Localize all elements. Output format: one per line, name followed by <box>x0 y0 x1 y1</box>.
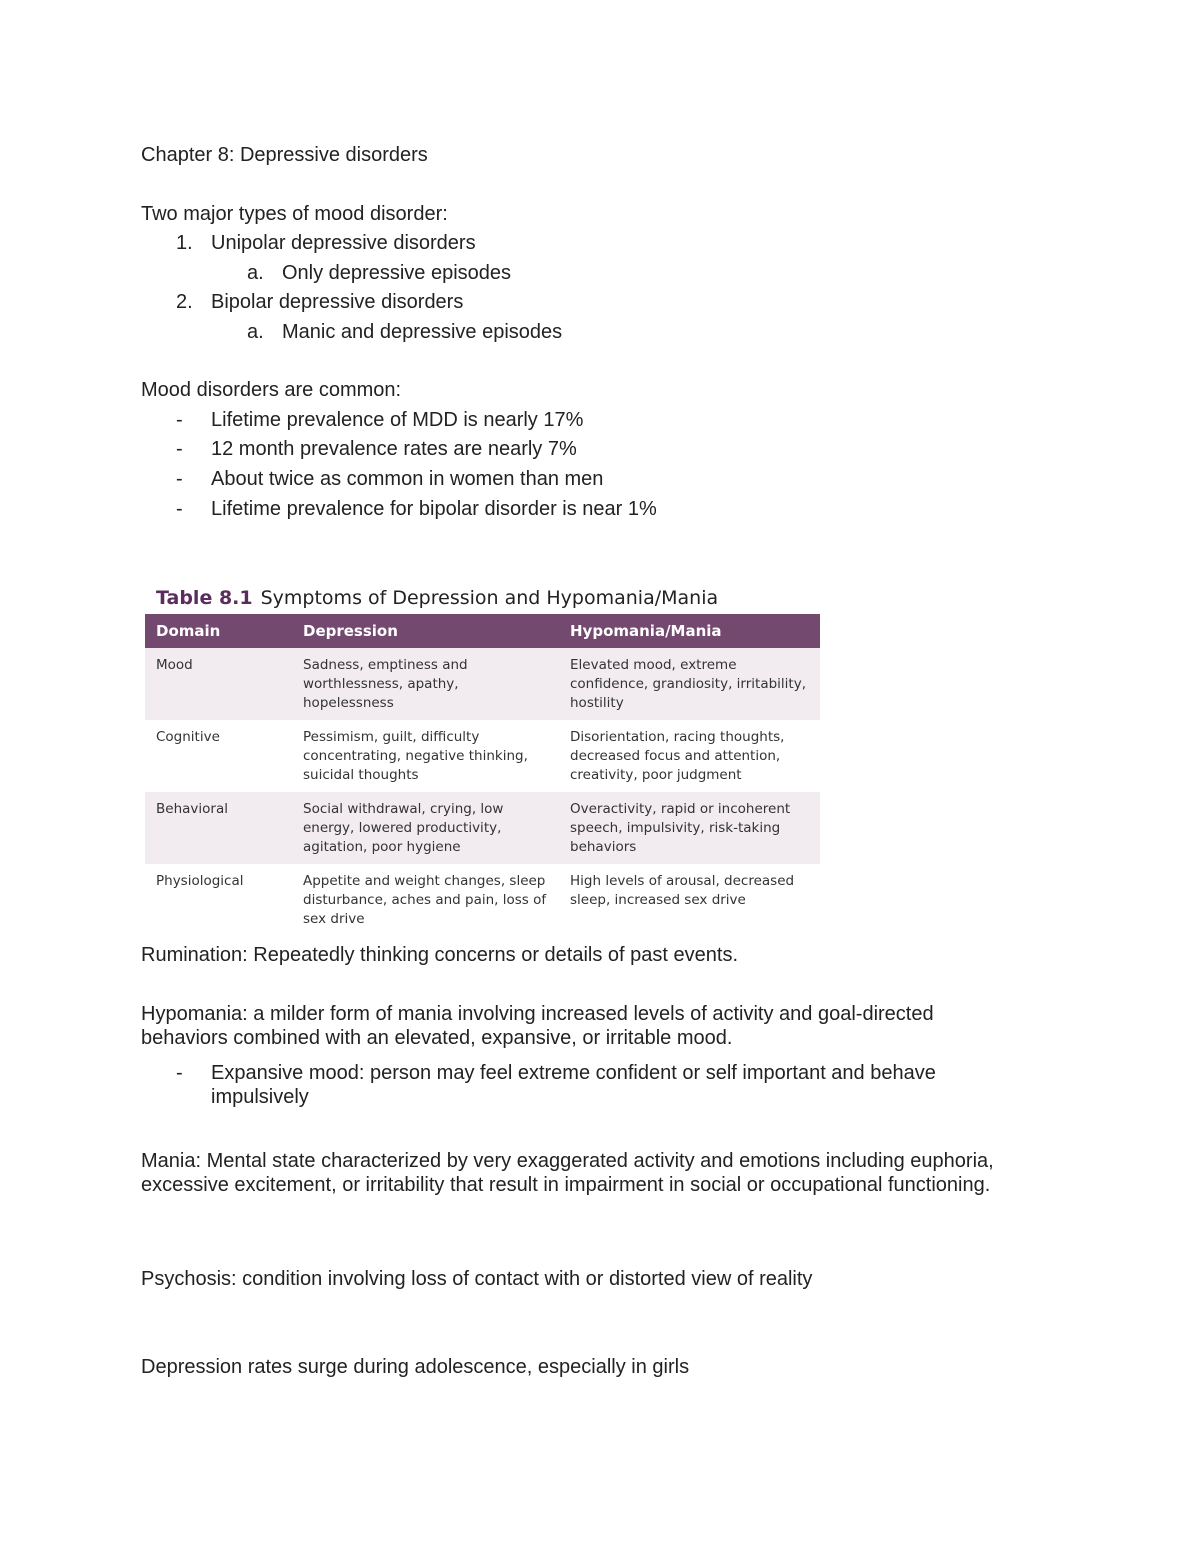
bullet-item: Lifetime prevalence of MDD is nearly 17% <box>211 409 584 431</box>
expansive-mood-note: Expansive mood: person may feel extreme confident or self important and behave impulsively <box>211 1062 936 1108</box>
hypomania-definition: Hypomania: a milder form of mania involving increased levels of activity and goal-directed behaviors combined with an elevated, expansive, or irritable mood. <box>141 1003 934 1049</box>
sub-list-marker: a. <box>247 262 264 284</box>
rumination-definition: Rumination: Repeatedly thinking concerns or details of past events. <box>141 944 739 966</box>
bullet-dash: - <box>176 468 183 490</box>
types-intro: Two major types of mood disorder: <box>141 203 448 225</box>
bullet-dash: - <box>176 409 183 431</box>
cell-depression: Appetite and weight changes, sleep disturbance, aches and pain, loss of sex drive <box>303 873 547 927</box>
cell-mania: Elevated mood, extreme confidence, grandiosity, irritability, hostility <box>559 648 820 720</box>
header-depression: Depression <box>292 614 559 648</box>
chapter-title: Chapter 8: Depressive disorders <box>141 144 428 166</box>
adolescence-note: Depression rates surge during adolescence, especially in girls <box>141 1356 690 1378</box>
sub-item-manic-depressive: Manic and depressive episodes <box>282 321 563 343</box>
bullet-item: 12 month prevalence rates are nearly 7% <box>211 438 577 460</box>
list-number: 2. <box>176 291 193 313</box>
table-row <box>145 720 820 792</box>
cell-domain: Cognitive <box>156 729 220 745</box>
list-item-bipolar: Bipolar depressive disorders <box>211 291 464 313</box>
cell-mania: Overactivity, rapid or incoherent speech, impulsivity, risk-taking behaviors <box>559 792 820 864</box>
psychosis-definition: Psychosis: condition involving loss of contact with or distorted view of reality <box>141 1268 813 1290</box>
table-row <box>145 648 820 720</box>
sub-list-marker: a. <box>247 321 264 343</box>
cell-domain: Behavioral <box>145 792 292 864</box>
sub-item-only-depressive: Only depressive episodes <box>282 262 512 284</box>
list-item-unipolar: Unipolar depressive disorders <box>211 232 476 254</box>
bullet-dash: - <box>176 438 183 460</box>
symptom-table <box>145 614 820 936</box>
table-row <box>145 864 820 936</box>
header-domain: Domain <box>145 614 292 648</box>
cell-mania: High levels of arousal, decreased sleep, increased sex drive <box>570 873 795 908</box>
table-header-row <box>145 614 820 648</box>
bullet-item: About twice as common in women than men <box>211 468 604 490</box>
cell-depression: Sadness, emptiness and worthlessness, apathy, hopelessness <box>292 648 559 720</box>
cell-domain: Mood <box>145 648 292 720</box>
table-caption <box>156 585 718 611</box>
table-row <box>145 792 820 864</box>
bullet-dash: - <box>176 1062 183 1084</box>
header-hypomania-mania: Hypomania/Mania <box>559 614 820 648</box>
cell-depression: Pessimism, guilt, difficulty concentrating, negative thinking, suicidal thoughts <box>303 729 528 783</box>
list-number: 1. <box>176 232 193 254</box>
cell-domain: Physiological <box>156 873 244 889</box>
table-number: Table 8.1 <box>156 587 253 609</box>
table-title: Symptoms of Depression and Hypomania/Mania <box>260 587 719 609</box>
common-intro: Mood disorders are common: <box>141 379 402 401</box>
cell-depression: Social withdrawal, crying, low energy, lowered productivity, agitation, poor hygiene <box>292 792 559 864</box>
bullet-item: Lifetime prevalence for bipolar disorder is near 1% <box>211 498 657 520</box>
cell-mania: Disorientation, racing thoughts, decreased focus and attention, creativity, poor judgment <box>570 729 785 783</box>
mania-definition: Mania: Mental state characterized by very exaggerated activity and emotions including euphoria, excessive excitement, or irritability that result in impairment in social or occupational functioning. <box>141 1150 994 1196</box>
bullet-dash: - <box>176 498 183 520</box>
